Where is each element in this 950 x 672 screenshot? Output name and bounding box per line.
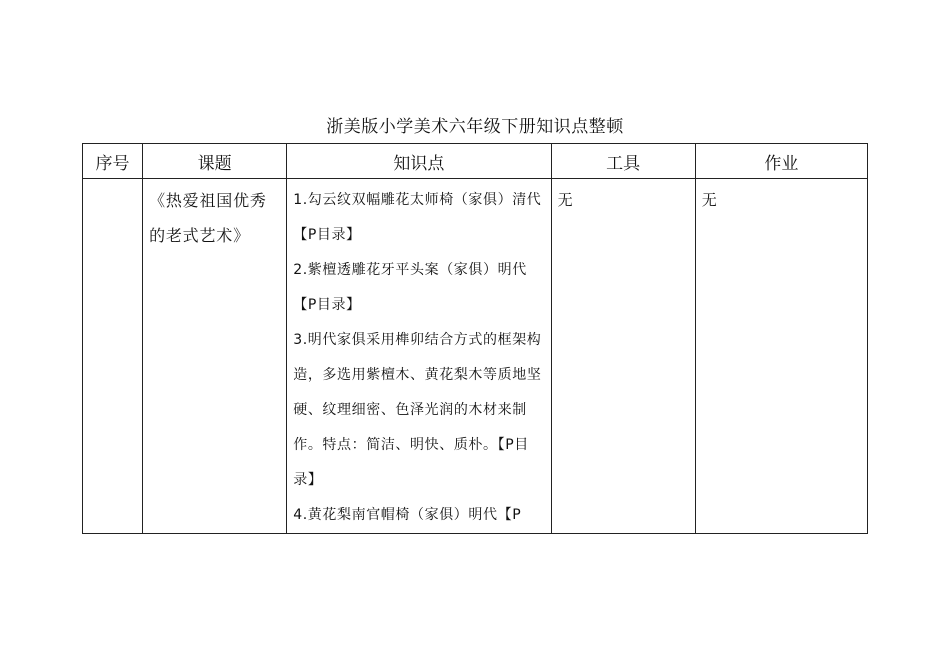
cell-knowledge [287, 179, 551, 534]
header-homework: 作业 [695, 144, 867, 179]
header-topic: 课题 [143, 144, 287, 179]
topic-text: 《热爱祖国优秀的老式艺术》 [149, 191, 267, 245]
cell-tools [551, 179, 695, 534]
table-header-row [83, 144, 868, 179]
knowledge-item: 2.紫檀透雕花牙平头案（家俱）明代【P目录】 [293, 262, 527, 313]
homework-text: 无 [701, 191, 717, 209]
document-title: 浙美版小学美术六年级下册知识点整顿 [326, 117, 624, 137]
cell-topic [143, 179, 287, 534]
knowledge-table [82, 143, 868, 534]
header-num: 序号 [83, 144, 143, 179]
header-tools: 工具 [551, 144, 695, 179]
num-text [83, 179, 142, 187]
cell-num [83, 179, 143, 534]
knowledge-item: 4.黄花梨南官帽椅（家俱）明代【P [293, 507, 522, 523]
table-row [83, 179, 868, 534]
cell-homework [695, 179, 867, 534]
knowledge-item: 1.勾云纹双幅雕花太师椅（家俱）清代 【P目录】 [293, 192, 542, 243]
tools-text: 无 [557, 191, 573, 209]
knowledge-item: 3.明代家俱采用榫卯结合方式的框架构造，多选用紫檀木、黄花梨木等质地坚硬、纹理细密、色泽光润的木材来制作。特点：简洁、明快、质朴。【P目录】 [293, 332, 542, 488]
header-knowledge: 知识点 [287, 144, 551, 179]
